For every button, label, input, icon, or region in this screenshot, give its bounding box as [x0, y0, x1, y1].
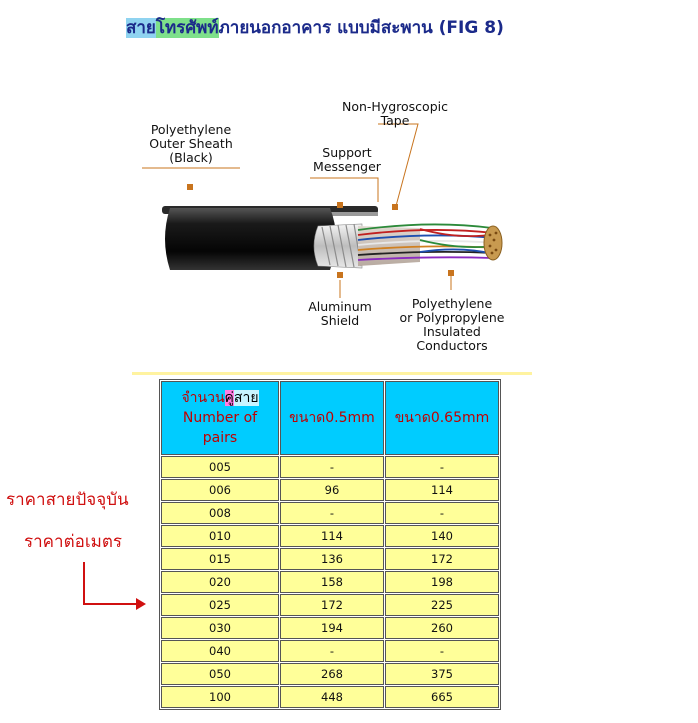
- table-row: [161, 479, 499, 501]
- cable-diagram: [130, 90, 540, 360]
- table-header-row: [161, 381, 499, 455]
- table-cell: 260: [385, 617, 499, 639]
- table-cell: 015: [161, 548, 279, 570]
- table-cell: 025: [161, 594, 279, 616]
- title-seg3: ภายนอกอาคาร แบบมีสะพาน (FIG 8): [218, 18, 504, 38]
- outer-sheath: [165, 208, 336, 270]
- arrow-icon: [78, 560, 152, 612]
- table-row: [161, 640, 499, 662]
- table-cell: 020: [161, 571, 279, 593]
- table-cell: 225: [385, 594, 499, 616]
- table-cell: 030: [161, 617, 279, 639]
- table-cell: 136: [280, 548, 384, 570]
- table-row: [161, 571, 499, 593]
- header-size-065: ขนาด0.65mm: [385, 381, 499, 455]
- table-cell: 010: [161, 525, 279, 547]
- table-cell: 268: [280, 663, 384, 685]
- cable-end: [484, 226, 502, 260]
- table-cell: 140: [385, 525, 499, 547]
- table-cell: 172: [385, 548, 499, 570]
- label-outer-sheath: Polyethylene Outer Sheath (Black): [149, 122, 233, 165]
- table-cell: 100: [161, 686, 279, 708]
- messenger-wire: [330, 212, 378, 216]
- divider: [132, 372, 532, 375]
- price-table: [159, 379, 501, 710]
- label-support-messenger: Support Messenger: [313, 145, 381, 174]
- table-row: [161, 686, 499, 708]
- table-cell: -: [280, 502, 384, 524]
- table-cell: -: [385, 640, 499, 662]
- table-cell: 172: [280, 594, 384, 616]
- table-cell: 114: [385, 479, 499, 501]
- table-cell: 96: [280, 479, 384, 501]
- table-cell: 040: [161, 640, 279, 662]
- table-cell: 375: [385, 663, 499, 685]
- table-row: [161, 548, 499, 570]
- header-size-05: ขนาด0.5mm: [280, 381, 384, 455]
- table-cell: 008: [161, 502, 279, 524]
- table-cell: 198: [385, 571, 499, 593]
- side-note-line1: ราคาสายปัจจุบัน: [6, 490, 129, 510]
- table-cell: -: [385, 502, 499, 524]
- table-cell: 114: [280, 525, 384, 547]
- table-row: [161, 594, 499, 616]
- header-pairs: จำนวนคู่สาย Number of pairs: [161, 381, 279, 455]
- table-row: [161, 456, 499, 478]
- page-title: [126, 14, 546, 41]
- table-row: [161, 502, 499, 524]
- title-seg2: โทรศัพท์: [155, 18, 219, 38]
- table-row: [161, 617, 499, 639]
- table-cell: 006: [161, 479, 279, 501]
- side-note-line2: ราคาต่อเมตร: [24, 532, 123, 552]
- table-cell: 448: [280, 686, 384, 708]
- label-conductors: Polyethylene or Polypropylene Insulated Conductors: [399, 296, 505, 353]
- table-cell: 194: [280, 617, 384, 639]
- table-cell: 050: [161, 663, 279, 685]
- table-cell: -: [280, 640, 384, 662]
- table-cell: -: [385, 456, 499, 478]
- table-row: [161, 525, 499, 547]
- table-cell: -: [280, 456, 384, 478]
- table-cell: 005: [161, 456, 279, 478]
- label-aluminum-shield: Aluminum Shield: [308, 299, 372, 328]
- table-cell: 665: [385, 686, 499, 708]
- label-tape: Non-Hygroscopic Tape: [342, 99, 448, 128]
- table-row: [161, 663, 499, 685]
- title-seg1: สาย: [126, 18, 156, 38]
- table-cell: 158: [280, 571, 384, 593]
